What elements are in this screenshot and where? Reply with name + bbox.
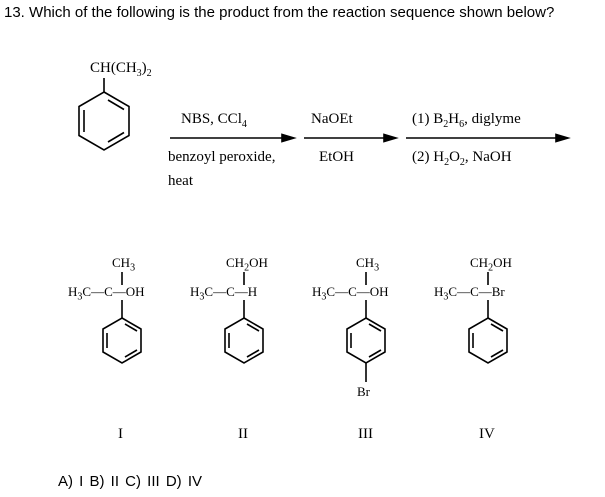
step1-condition: heat bbox=[168, 173, 193, 189]
step2-reagent: NaOEt bbox=[311, 111, 353, 127]
starting-benzene-ring bbox=[79, 78, 129, 150]
step3-reagent-1: (1) $B_2H_6$, diglyme bbox=[412, 111, 521, 130]
answer-choices: A) I B) II C) III D) IV bbox=[58, 473, 203, 490]
step2-solvent: EtOH bbox=[319, 149, 354, 165]
reaction-arrow-1 bbox=[170, 135, 294, 142]
question-body: Which of the following is the product from the reaction sequence shown below? bbox=[29, 4, 555, 21]
step3-reagent-2: (2) $H_2O_2$, NaOH bbox=[412, 149, 512, 168]
option-4-carbon-row: $H_3C—C—Br$ bbox=[434, 284, 505, 303]
reaction-arrow-2 bbox=[304, 135, 396, 142]
option-3-para-bromo: Br bbox=[357, 384, 370, 399]
step1-reagent: NBS, CCl$_4$ bbox=[181, 111, 247, 130]
option-3-label: III bbox=[358, 426, 373, 442]
reaction-arrow-3 bbox=[406, 135, 568, 142]
isopropyl-label: $CH(CH_3)_2$ bbox=[90, 60, 152, 79]
option-3-carbon-row: $H_3C—C—OH$ bbox=[312, 284, 389, 303]
option-4-label: IV bbox=[479, 426, 495, 442]
option-2-top-group: $CH_2OH$ bbox=[226, 255, 268, 274]
option-1-top-group: $CH_3$ bbox=[112, 255, 136, 274]
option-2-label: II bbox=[238, 426, 248, 442]
option-1-carbon-row: $H_3C—C—OH$ bbox=[68, 284, 145, 303]
option-3-top-group: $CH_3$ bbox=[356, 255, 380, 274]
option-4-top-group: $CH_2OH$ bbox=[470, 255, 512, 274]
step1-initiator: benzoyl peroxide, bbox=[168, 149, 276, 165]
option-1-label: I bbox=[118, 426, 123, 442]
question-number: 13. bbox=[4, 4, 25, 21]
option-2-carbon-row: $H_3C—C—H$ bbox=[190, 284, 258, 303]
